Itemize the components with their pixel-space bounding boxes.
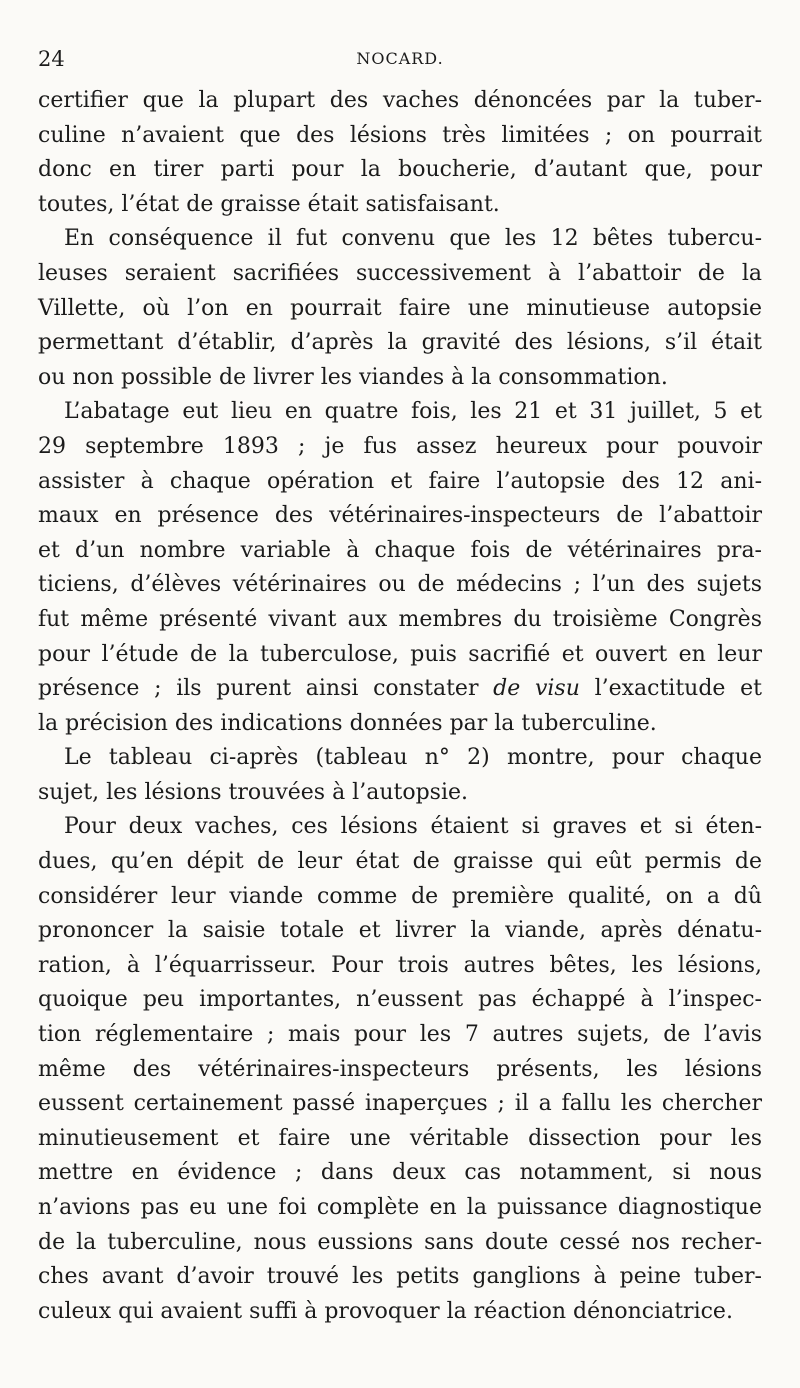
text-line: assister à chaque opération et faire l’autopsie des 12 ani- bbox=[38, 468, 762, 494]
text-line: mettre en évidence ; dans deux cas notamment, si nous bbox=[38, 1160, 762, 1186]
text-line: tion réglementaire ; mais pour les 7 autres sujets, de l’avis bbox=[38, 1022, 762, 1048]
text-line: Le tableau ci-après (tableau n° 2) montre, pour chaque bbox=[64, 745, 762, 771]
text-line: ou non possible de livrer les viandes à la consommation. bbox=[38, 364, 668, 390]
text-line: ches avant d’avoir trouvé les petits ganglions à peine tuber- bbox=[38, 1264, 762, 1290]
text-line: toutes, l’état de graisse était satisfaisant. bbox=[38, 191, 500, 217]
page-header bbox=[38, 44, 762, 74]
text-line: Villette, où l’on en pourrait faire une minutieuse autopsie bbox=[38, 295, 762, 321]
text-line: la précision des indications données par la tuberculine. bbox=[38, 710, 657, 736]
text-line: pour l’étude de la tuberculose, puis sacrifié et ouvert en leur bbox=[38, 641, 762, 667]
running-head: NOCARD. bbox=[356, 49, 444, 68]
text-line: Pour deux vaches, ces lésions étaient si graves et si éten- bbox=[64, 814, 762, 840]
text-line: de la tuberculine, nous eussions sans doute cessé nos recher- bbox=[38, 1229, 762, 1255]
text-line: permettant d’établir, d’après la gravité des lésions, s’il était bbox=[38, 330, 762, 356]
text-line: En conséquence il fut convenu que les 12 bêtes tubercu- bbox=[64, 226, 762, 252]
text-line: fut même présenté vivant aux membres du troisième Congrès bbox=[38, 606, 762, 632]
text-segment: l’exactitude et bbox=[579, 676, 762, 702]
text-line: n’avions pas eu une foi complète en la puissance diagnostique bbox=[38, 1195, 762, 1220]
text-line: eussent certainement passé inaperçues ; il a fallu les chercher bbox=[38, 1091, 762, 1117]
text-line: même des vétérinaires-inspecteurs présents, les lésions bbox=[38, 1056, 762, 1082]
text-line: considérer leur viande comme de première qualité, on a dû bbox=[38, 883, 762, 909]
text-line: ration, à l’équarrisseur. Pour trois autres bêtes, les lésions, bbox=[38, 952, 762, 978]
text-line: culine n’avaient que des lésions très limitées ; on pourrait bbox=[38, 122, 762, 148]
text-line: minutieusement et faire une véritable dissection pour les bbox=[38, 1125, 762, 1151]
text-line: sujet, les lésions trouvées à l’autopsie. bbox=[38, 779, 468, 805]
text-line: leuses seraient sacrifiées successivement à l’abattoir de la bbox=[38, 260, 762, 286]
text-line: et d’un nombre variable à chaque fois de vétérinaires pra- bbox=[38, 537, 762, 563]
text-line: L’abatage eut lieu en quatre fois, les 21 et 31 juillet, 5 et bbox=[64, 399, 762, 425]
text-line: certifier que la plupart des vaches dénoncées par la tuber- bbox=[38, 88, 762, 113]
text-line: prononcer la saisie totale et livrer la viande, après dénatu- bbox=[38, 918, 762, 944]
text-line: donc en tirer parti pour la boucherie, d’autant que, pour bbox=[38, 157, 762, 183]
text-segment: présence ; ils purent ainsi constater bbox=[38, 676, 494, 702]
text-line: maux en présence des vétérinaires-inspecteurs de l’abattoir bbox=[38, 503, 762, 529]
text-line: quoique peu importantes, n’eussent pas échappé à l’inspec- bbox=[38, 987, 762, 1013]
text-line: culeux qui avaient suffi à provoquer la réaction dénonciatrice. bbox=[38, 1298, 733, 1324]
page-number: 24 bbox=[38, 47, 65, 71]
italic-phrase: de visu bbox=[493, 676, 580, 702]
text-line: 29 septembre 1893 ; je fus assez heureux pour pouvoir bbox=[38, 433, 762, 459]
text-line: ticiens, d’élèves vétérinaires ou de médecins ; l’un des sujets bbox=[38, 572, 762, 598]
text-line: dues, qu’en dépit de leur état de graisse qui eût permis de bbox=[38, 849, 762, 875]
text-line-with-italic bbox=[38, 672, 762, 707]
body-text bbox=[38, 84, 762, 1329]
